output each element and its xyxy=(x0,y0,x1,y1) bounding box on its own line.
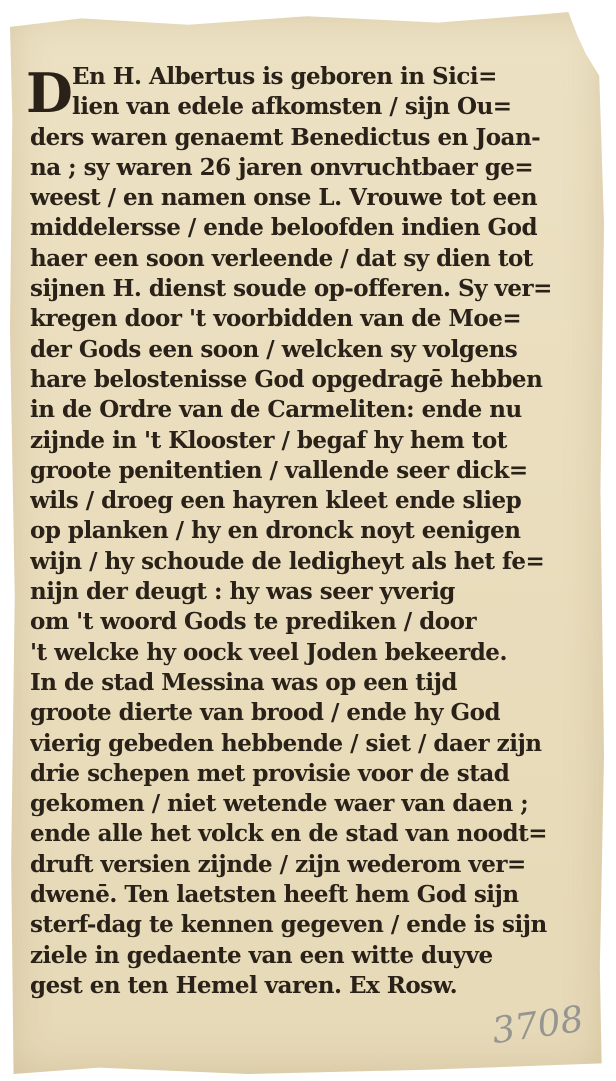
text-line: gekomen / niet wetende waer van daen ; xyxy=(30,790,529,818)
text-line: sijnen H. dienst soude op-offeren. Sy ver= xyxy=(30,275,552,303)
text-line: 't welcke hy oock veel Joden bekeerde. xyxy=(30,638,507,666)
text-line: lien van edele afkomsten / sijn Ou= xyxy=(72,93,512,121)
text-line: nijn der deugt : hy was seer yverig xyxy=(30,578,455,606)
text-line: hare belostenisse God opgedragē hebben xyxy=(30,365,543,393)
drop-cap: D xyxy=(26,61,73,125)
text-line: groote penitentien / vallende seer dick= xyxy=(30,456,528,484)
text-line: ende alle het volck en de stad van noodt= xyxy=(30,820,548,848)
text-line: om 't woord Gods te prediken / door xyxy=(30,608,477,636)
text-line: middelersse / ende beloofden indien God xyxy=(30,214,538,242)
text-line: druft versien zijnde / zijn wederom ver= xyxy=(30,850,526,878)
text-line: na ; sy waren 26 jaren onvruchtbaer ge= xyxy=(30,153,534,181)
text-line: op planken / hy en dronck noyt eenigen xyxy=(30,517,521,545)
text-line: dwenē. Ten laetsten heeft hem God sijn xyxy=(30,881,519,909)
text-line: in de Ordre van de Carmeliten: ende nu xyxy=(30,396,522,424)
text-line: vierig gebeden hebbende / siet / daer zijn xyxy=(30,729,542,757)
text-line: zijnde in 't Klooster / begaf hy hem tot xyxy=(30,426,507,454)
text-line: gest en ten Hemel varen. Ex Rosw. xyxy=(30,971,458,999)
text-line: In de stad Messina was op een tijd xyxy=(30,668,457,696)
text-line: ders waren genaemt Benedictus en Joan- xyxy=(30,123,541,151)
document-text xyxy=(30,62,570,1001)
text-line: drie schepen met provisie voor de stad xyxy=(30,759,510,787)
text-line: ziele in gedaente van een witte duyve xyxy=(30,941,493,969)
text-line: sterf-dag te kennen gegeven / ende is sijn xyxy=(30,911,547,939)
text-line: wils / droeg een hayren kleet ende sliep xyxy=(30,487,522,515)
text-line: der Gods een soon / welcken sy volgens xyxy=(30,335,518,363)
text-line: kregen door 't voorbidden van de Moe= xyxy=(30,305,522,333)
text-line: haer een soon verleende / dat sy dien tot xyxy=(30,244,533,272)
text-line: En H. Albertus is geboren in Sici= xyxy=(72,63,497,90)
text-line: groote dierte van brood / ende hy God xyxy=(30,699,501,727)
handwritten-mark: 3708 xyxy=(489,998,587,1053)
text-line: wijn / hy schoude de ledigheyt als het fe= xyxy=(30,547,545,575)
text-line: weest / en namen onse L. Vrouwe tot een xyxy=(30,184,538,212)
